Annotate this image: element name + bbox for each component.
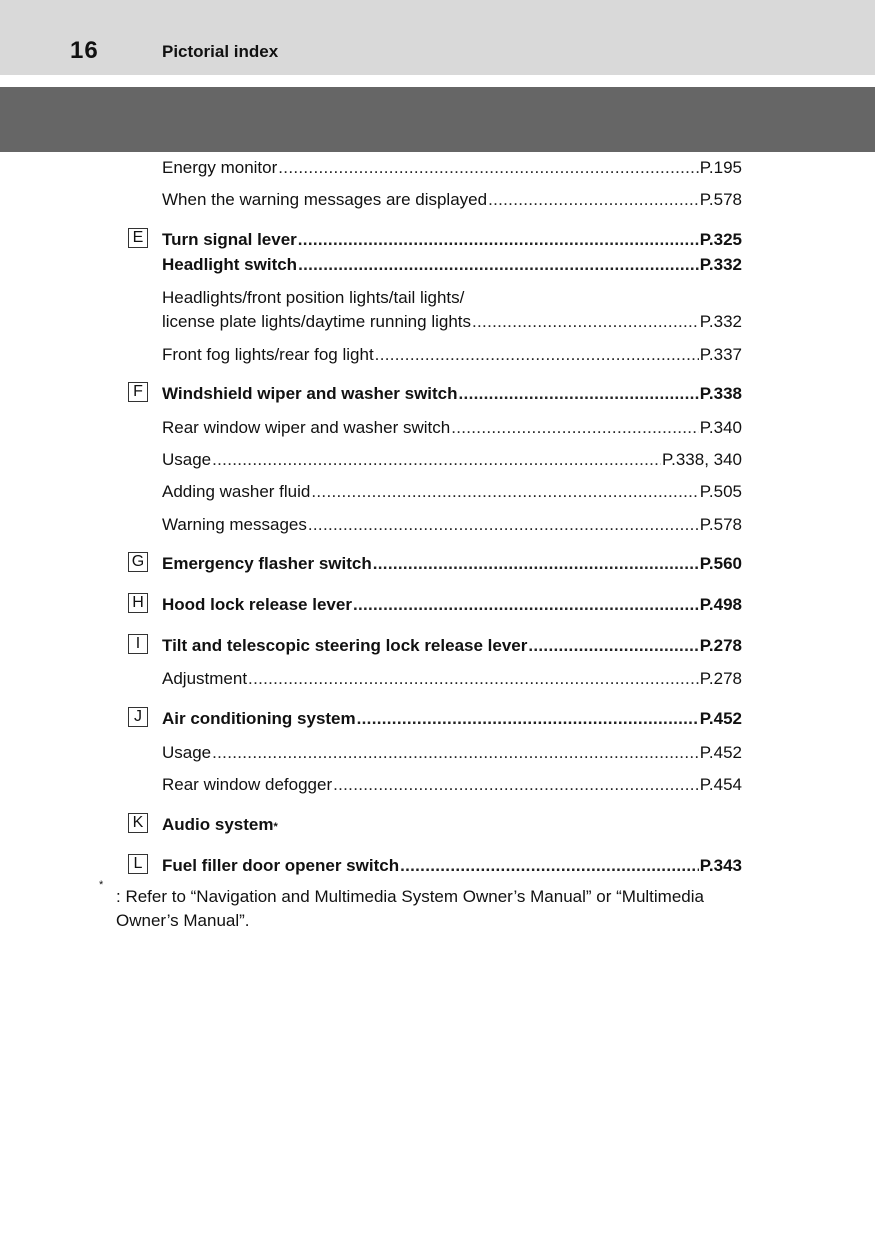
- entry-page: P.560: [699, 554, 742, 573]
- entry-page: P.332: [699, 255, 742, 274]
- entry-label: Windshield wiper and washer switch: [162, 384, 458, 403]
- item-letter-g: G: [128, 552, 148, 572]
- index-entry: [162, 480, 742, 504]
- footnote-text: : Refer to “Navigation and Multimedia System Owner’s Manual” or “Multimedia Owner’s Manual”.: [116, 887, 704, 930]
- entry-page: P.278: [699, 636, 742, 655]
- index-entry: [162, 286, 742, 334]
- index-entry: [162, 156, 742, 180]
- index-entry: [162, 448, 742, 472]
- entry-page: P.343: [699, 856, 742, 875]
- index-entry: [162, 667, 742, 691]
- index-entry-main: [162, 634, 742, 658]
- index-entry-main: [162, 253, 742, 277]
- entry-page: P.338, 340: [661, 450, 742, 469]
- index-entry: [162, 773, 742, 797]
- entry-label: Energy monitor: [162, 158, 278, 177]
- entry-label: Audio system: [162, 815, 274, 834]
- entry-label: When the warning messages are displayed: [162, 190, 488, 209]
- index-entry-main: [162, 593, 742, 617]
- entry-page: P.325: [699, 230, 742, 249]
- item-letter-j: J: [128, 707, 148, 727]
- entry-label: Warning messages: [162, 515, 307, 534]
- entry-page: P.505: [699, 482, 742, 501]
- index-entry: [162, 741, 742, 765]
- index-entry-main: [162, 707, 742, 731]
- entry-label: Tilt and telescopic steering lock release lever: [162, 636, 528, 655]
- index-entry-main: [162, 552, 742, 576]
- entry-label: Rear window defogger: [162, 775, 333, 794]
- page-number: 16: [70, 37, 99, 64]
- entry-page: P.340: [699, 418, 742, 437]
- entry-page: P.452: [699, 743, 742, 762]
- index-entry: [162, 416, 742, 440]
- entry-label: Adjustment: [162, 669, 248, 688]
- entry-label: Usage: [162, 743, 212, 762]
- entry-label: Air conditioning system: [162, 709, 356, 728]
- item-letter-i: I: [128, 634, 148, 654]
- entry-label: Headlight switch: [162, 255, 298, 274]
- entry-page: P.278: [699, 669, 742, 688]
- index-entry-main: [162, 382, 742, 406]
- index-entry: [162, 188, 742, 212]
- entry-label-line1: Headlights/front position lights/tail lights/: [162, 288, 465, 307]
- index-entry: [162, 343, 742, 367]
- entry-label: Turn signal lever: [162, 230, 297, 249]
- entry-label: Fuel filler door opener switch: [162, 856, 400, 875]
- entry-page: P.498: [699, 595, 742, 614]
- item-letter-e: E: [128, 228, 148, 248]
- item-letter-f: F: [128, 382, 148, 402]
- index-entry-main: [162, 854, 742, 878]
- index-entry-main: Audio system *: [162, 813, 742, 837]
- item-letter-k: K: [128, 813, 148, 833]
- entry-page: P.454: [699, 775, 742, 794]
- entry-label: license plate lights/daytime running lights: [162, 312, 472, 331]
- entry-label: Emergency flasher switch: [162, 554, 372, 573]
- entry-page: P.338: [699, 384, 742, 403]
- entry-label: Front fog lights/rear fog light: [162, 345, 374, 364]
- header-bar: [0, 0, 875, 75]
- item-letter-l: L: [128, 854, 148, 874]
- entry-page: P.578: [699, 190, 742, 209]
- entry-label: Rear window wiper and washer switch: [162, 418, 451, 437]
- entry-label: Hood lock release lever: [162, 595, 352, 614]
- index-entry: [162, 513, 742, 537]
- footnote: * : Refer to “Navigation and Multimedia System Owner’s Manual” or “Multimedia Owner’s Manual”.: [99, 885, 759, 933]
- entry-label: Adding washer fluid: [162, 482, 311, 501]
- entry-page: P.332: [699, 312, 742, 331]
- entry-page: P.452: [699, 709, 742, 728]
- section-title: Pictorial index: [162, 42, 279, 61]
- entry-page: P.578: [699, 515, 742, 534]
- entry-label: Usage: [162, 450, 212, 469]
- entry-page: P.337: [699, 345, 742, 364]
- entry-page: P.195: [699, 158, 742, 177]
- item-letter-h: H: [128, 593, 148, 613]
- header-band: [0, 87, 875, 152]
- index-entry-main: [162, 228, 742, 252]
